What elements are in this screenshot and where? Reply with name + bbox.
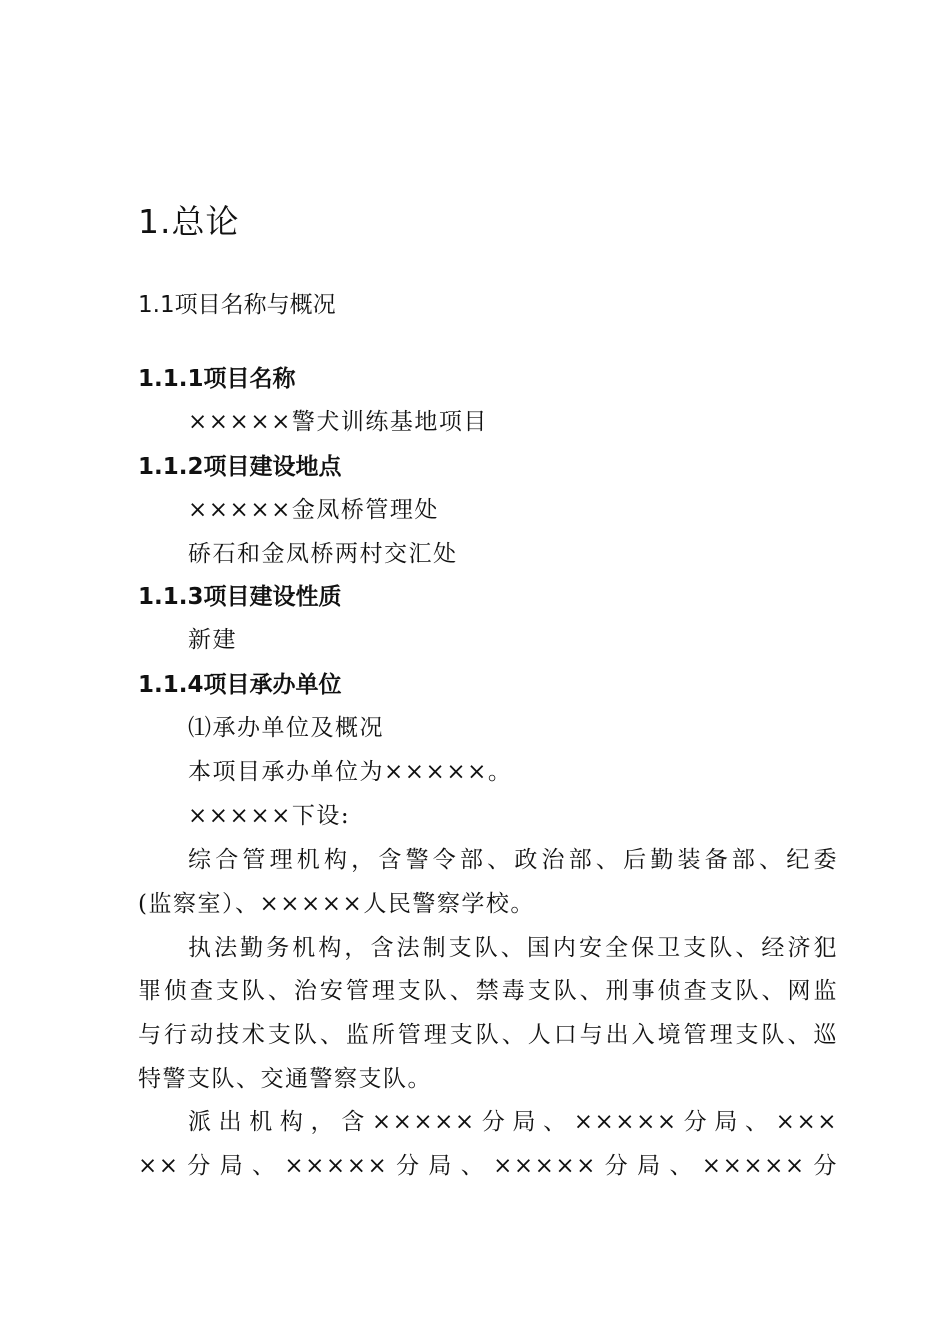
paragraph-line: 与行动技术支队、监所管理支队、人口与出入境管理支队、巡	[138, 1022, 838, 1048]
list-item-heading: ⑴承办单位及概况	[188, 715, 384, 741]
chapter-title: 1.总论	[138, 202, 240, 241]
subsection-heading-undertaker: 1.1.4项目承办单位	[138, 672, 342, 698]
section-heading: 1.1项目名称与概况	[138, 292, 336, 318]
paragraph-line: ××分局、×××××分局、×××××分局、×××××分	[138, 1153, 838, 1179]
subsection-heading-location: 1.1.2项目建设地点	[138, 454, 342, 480]
paragraph-line: 本项目承办单位为×××××。	[188, 759, 513, 785]
subsection-heading-name: 1.1.1项目名称	[138, 366, 296, 392]
location-line: ×××××金凤桥管理处	[188, 497, 439, 523]
paragraph-line: (监察室）、×××××人民警察学校。	[138, 891, 535, 917]
paragraph-line: 罪侦查支队、治安管理支队、禁毒支队、刑事侦查支队、网监	[138, 978, 838, 1004]
subsection-heading-nature: 1.1.3项目建设性质	[138, 584, 342, 610]
nature-line: 新建	[188, 627, 237, 653]
paragraph-line: 特警支队、交通警察支队。	[138, 1066, 432, 1092]
paragraph-line: 派出机构，含×××××分局、×××××分局、×××	[188, 1109, 838, 1135]
location-line: 硚石和金凤桥两村交汇处	[188, 541, 458, 567]
paragraph-line: ×××××下设:	[188, 803, 351, 829]
paragraph-line: 综合管理机构，含警令部、政治部、后勤装备部、纪委	[188, 847, 838, 873]
paragraph-line: 执法勤务机构，含法制支队、国内安全保卫支队、经济犯	[188, 935, 838, 961]
project-name: ×××××警犬训练基地项目	[188, 409, 488, 435]
